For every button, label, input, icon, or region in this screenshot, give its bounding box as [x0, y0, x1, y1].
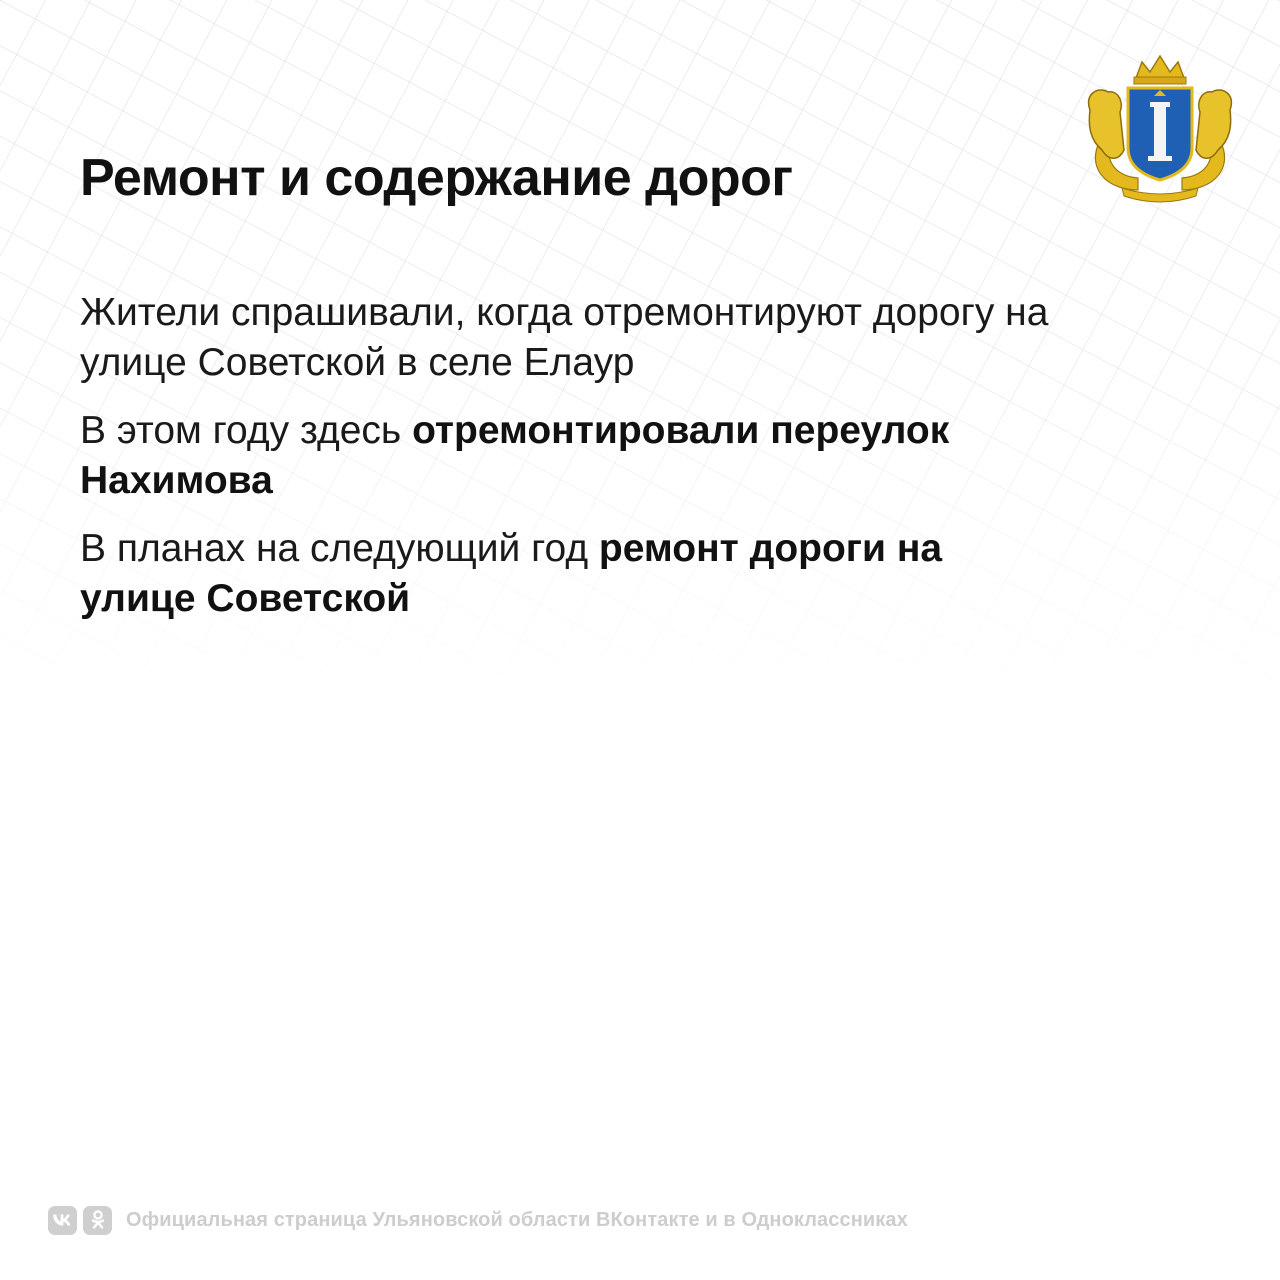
text: Жители спрашивали, когда отремонтируют дорогу на улице Советской в селе Елаур — [80, 291, 1049, 384]
page-title: Ремонт и содержание дорог — [80, 149, 793, 207]
paragraph-3 — [80, 524, 1060, 624]
text: В этом году здесь — [80, 409, 413, 452]
paragraph-2 — [80, 406, 1060, 506]
bold-text: отремонтировали переулок Нахимова — [80, 409, 950, 502]
footer-text: Официальная страница Ульяновской области ВКонтакте и в Одноклассниках — [126, 1208, 908, 1231]
odnoklassniki-icon[interactable] — [83, 1206, 112, 1235]
content-body — [80, 288, 1060, 642]
coat-of-arms-icon — [1078, 50, 1242, 210]
bold-text: ремонт дороги на улице Советской — [80, 527, 943, 620]
vk-icon[interactable] — [48, 1206, 77, 1235]
text: В планах на следующий год — [80, 527, 599, 570]
footer — [48, 1204, 908, 1236]
paragraph-1 — [80, 288, 1060, 388]
